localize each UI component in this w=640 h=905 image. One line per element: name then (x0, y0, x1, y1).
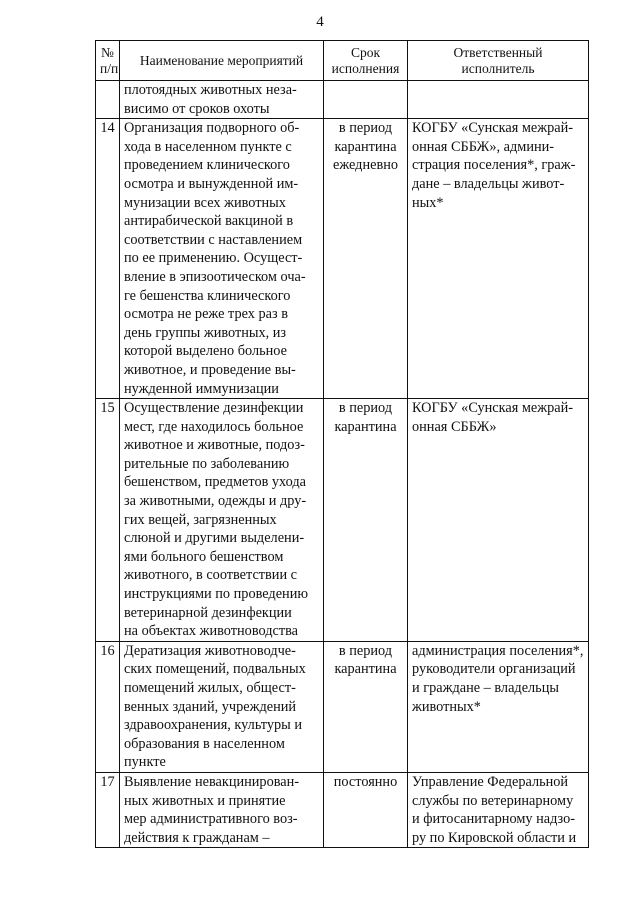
cell-line: образования в населенном (124, 735, 285, 752)
cell-line: администрация поселения*, (412, 642, 584, 659)
cell-line: бешенством, предметов ухода (124, 474, 307, 491)
cell-line: Управление Федеральной (412, 773, 569, 790)
cell-line: вление в эпизоотическом оча- (124, 268, 306, 285)
cell-line: животного, в соответствии с (124, 567, 298, 584)
cell-line: ных* (412, 194, 444, 211)
cell-line: в период (338, 120, 393, 137)
responsible-cell (408, 119, 589, 399)
header-responsible (408, 41, 589, 81)
cell-line: осмотра не реже трех раз в (124, 306, 288, 323)
row-number (96, 81, 120, 119)
deadline-cell (324, 772, 408, 847)
header-line: исполнения (331, 60, 400, 76)
cell-line: и фитосанитарному надзо- (412, 811, 576, 828)
cell-line: онная СББЖ» (412, 418, 497, 435)
cell-line: соответствии с наставлением (124, 231, 303, 248)
cell-line: службы по ветеринарному (412, 792, 574, 809)
activities-table (95, 40, 589, 848)
cell-line: страция поселения*, граж- (412, 157, 576, 174)
cell-line: инструкциями по проведению (124, 586, 309, 603)
cell-line: пункте (124, 754, 166, 771)
responsible-cell (408, 81, 589, 119)
cell-line: за животными, одежды и дру- (124, 493, 307, 510)
cell-line: ских помещений, подвальных (124, 661, 306, 678)
header-line: № (101, 44, 114, 60)
cell-line: онная СББЖ», админи- (412, 138, 555, 155)
responsible-cell (408, 399, 589, 642)
table-row (96, 772, 589, 847)
cell-line: на объектах животноводства (124, 623, 298, 640)
cell-line: Осуществление дезинфекции (124, 400, 304, 417)
cell-line: хода в населенном пункте с (124, 138, 292, 155)
cell-line: мест, где находилось больное (124, 418, 304, 435)
row-number: 16 (96, 641, 120, 772)
cell-line: Организация подворного об- (124, 120, 300, 137)
cell-line: КОГБУ «Сунская межрай- (412, 400, 574, 417)
cell-line: ями больного бешенством (124, 548, 284, 565)
table-row (96, 81, 589, 119)
cell-line: которой выделено больное (124, 343, 287, 360)
activity-name-cell (120, 119, 324, 399)
activity-name-cell (120, 772, 324, 847)
cell-line: ных животных и принятие (124, 792, 286, 809)
page-number: 4 (316, 14, 324, 30)
deadline-cell (324, 399, 408, 642)
header-line: Наименование мероприятий (139, 52, 304, 68)
cell-line: осмотра и вынужденной им- (124, 175, 299, 192)
cell-line: ге бешенства клинического (124, 287, 291, 304)
deadline-cell (324, 119, 408, 399)
cell-line: в период (338, 400, 393, 417)
row-number: 14 (96, 119, 120, 399)
activity-name-cell (120, 399, 324, 642)
cell-line: слюной и другими выделени- (124, 530, 305, 547)
cell-line: гих вещей, загрязненных (124, 511, 277, 528)
cell-line: рительные по заболеванию (124, 455, 290, 472)
cell-line: карантина (334, 418, 397, 435)
cell-line: проведением клинического (124, 157, 290, 174)
cell-line: по ее применению. Осущест- (124, 250, 303, 267)
header-activity-name (120, 41, 324, 81)
cell-line: антирабической вакциной в (124, 213, 294, 230)
header-line: Ответственный (453, 44, 543, 60)
cell-line: КОГБУ «Сунская межрай- (412, 120, 574, 137)
cell-line: день группы животных, из (124, 324, 287, 341)
cell-line: в период (338, 642, 393, 659)
cell-line: ветеринарной дезинфекции (124, 604, 292, 621)
table-row (96, 119, 589, 399)
cell-line: карантина (334, 138, 397, 155)
cell-line: мунизации всех животных (124, 194, 286, 211)
table-row (96, 399, 589, 642)
cell-line: висимо от сроков охоты (124, 100, 270, 117)
activity-name-cell (120, 641, 324, 772)
cell-line: животное, и проведение вы- (124, 361, 296, 378)
row-number: 17 (96, 772, 120, 847)
responsible-cell (408, 641, 589, 772)
row-number: 15 (96, 399, 120, 642)
cell-line: руководители организаций (412, 661, 576, 678)
activity-name-cell (120, 81, 324, 119)
header-number (96, 41, 120, 81)
cell-line: плотоядных животных неза- (124, 82, 297, 98)
cell-line: животных* (412, 698, 481, 715)
cell-line: нужденной иммунизации (124, 380, 279, 397)
cell-line: дане – владельцы живот- (412, 175, 565, 192)
deadline-cell (324, 81, 408, 119)
cell-line: Дератизация животноводче- (124, 642, 296, 659)
table-header-row (96, 41, 589, 81)
cell-line: животное и животные, подоз- (124, 437, 305, 454)
cell-line: помещений жилых, общест- (124, 680, 296, 696)
header-deadline (324, 41, 408, 81)
table-row (96, 641, 589, 772)
cell-line: мер административного воз- (124, 811, 298, 828)
cell-line: ру по Кировской области и (412, 829, 577, 846)
responsible-cell (408, 772, 589, 847)
cell-line: действия к гражданам – (124, 829, 270, 846)
header-line: исполнитель (461, 60, 535, 76)
header-line: Срок (350, 44, 381, 60)
cell-line: ежедневно (332, 157, 398, 174)
deadline-cell (324, 641, 408, 772)
cell-line: Выявление невакцинирован- (124, 773, 300, 790)
cell-line: здравоохранения, культуры и (124, 717, 302, 734)
cell-line: карантина (334, 661, 397, 678)
cell-line: и граждане – владельцы (412, 680, 559, 696)
header-line: п/п (100, 60, 119, 76)
cell-line: постоянно (333, 773, 398, 790)
cell-line: венных зданий, учреждений (124, 698, 297, 715)
